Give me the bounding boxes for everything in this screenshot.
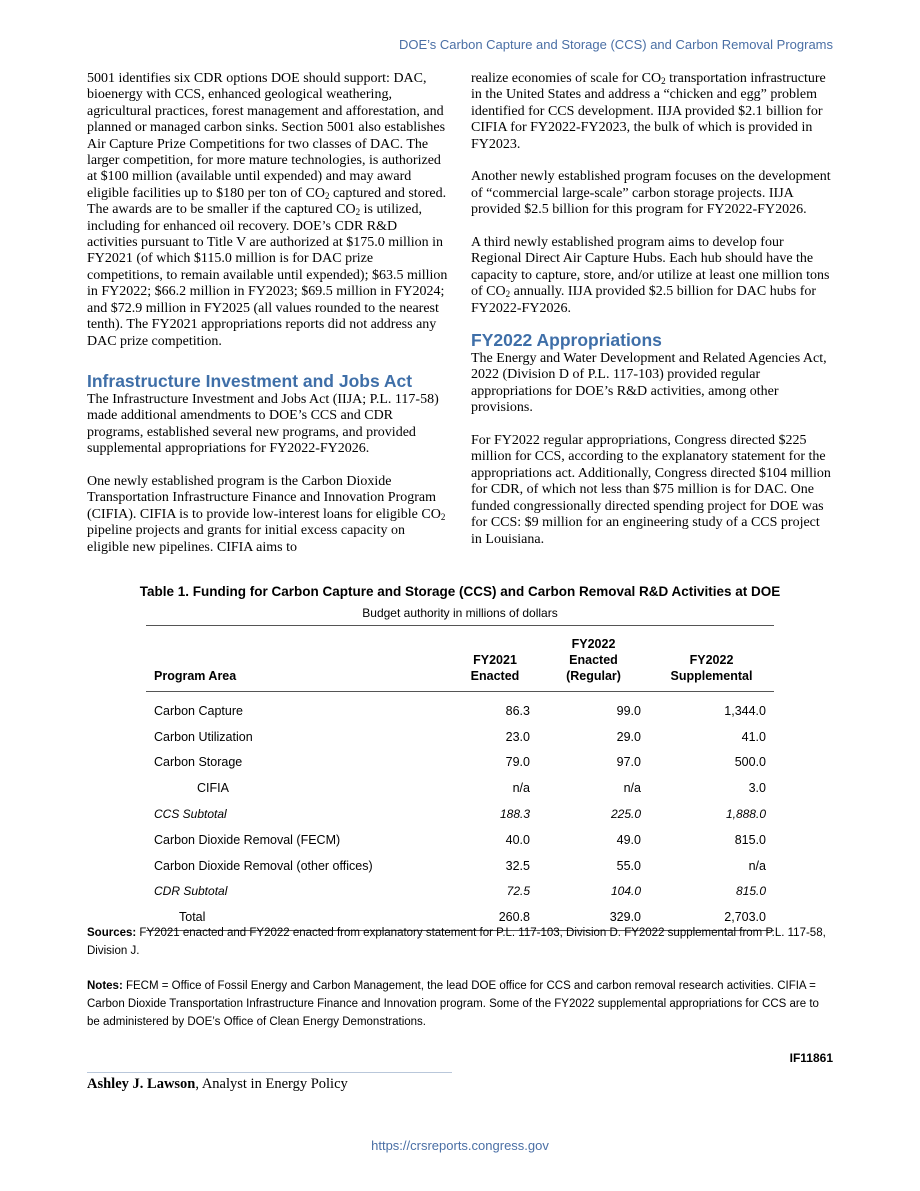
table-row <box>146 750 774 776</box>
running-header: DOE’s Carbon Capture and Storage (CCS) and Carbon Removal Programs <box>398 37 833 52</box>
cell-fy2022: 29.0 <box>616 729 641 744</box>
paragraph-cifia: One newly established program is the Carbon Dioxide Transportation Infrastructure Finance and Innovation Program (CIFIA). CIFIA is to provide low-interest loans for eligible $CO_2$ pipeline projects and grants for initial excess capacity on eligible new pipelines. CIFIA aims to <box>87 473 446 555</box>
cell-fy2021: 188.3 <box>499 807 530 822</box>
table-sources <box>87 924 832 960</box>
cell-fy2021: 79.0 <box>505 755 530 770</box>
cell-fy2021: 32.5 <box>505 858 530 873</box>
cell-supplemental: 1,344.0 <box>724 703 766 718</box>
cell-fy2021: 72.5 <box>506 884 530 899</box>
funding-table <box>146 625 774 931</box>
row-label: Carbon Dioxide Removal (other offices) <box>154 858 373 873</box>
paragraph-cdr-options: 5001 identifies six CDR options DOE should support: DAC, bioenergy with CCS, enhanced geological weathering, agricultural practices, forest management and afforestation, and planned or managed carbon sinks. Section 5001 also establishes Air Capture Prize Competitions for two classes of DAC. The larger competition, for more mature technologies, is authorized at $100 million (available until expended) and may award eligible facilities up to $180 per ton of $CO_2$ captured and stored. The awards are to be smaller if the captured $CO_2$ is utilized, including for enhanced oil recovery. DOE’s CDR R&D activities pursuant to Title V are authorized at $175.0 million in FY2021 (of which $115.0 million is for DAC prize competitions, to remain available until expended); $63.5 million in FY2022; $66.2 million in FY2023; $69.5 million in FY2024; and $72.9 million in FY2025 (all values rounded to the nearest tenth). The FY2021 appropriations reports did not address any DAC prize competition. <box>87 71 448 349</box>
section-heading-iija: Infrastructure Investment and Jobs Act <box>87 370 413 391</box>
column-header-fy2021-enacted: FY2021 Enacted <box>452 626 538 692</box>
cell-fy2022: 97.0 <box>616 755 641 770</box>
paragraph-cifia-cont: realize economies of scale for $CO_2$ transportation infrastructure in the United States and address a “chicken and egg” problem identified for CCS development. IIJA provided $2.1 billion for CIFIA for FY2022-FY2023, the bulk of which is provided in FY2023. <box>471 71 826 152</box>
row-label: Carbon Dioxide Removal (FECM) <box>154 832 341 847</box>
table-row <box>146 724 774 750</box>
notes-label: Notes: <box>87 980 123 992</box>
table-row-subtotal <box>146 801 774 827</box>
cell-fy2021: 86.3 <box>505 703 530 718</box>
table-row <box>146 853 774 879</box>
paragraph-iija-intro: The Infrastructure Investment and Jobs Act (IIJA; P.L. 117-58) made additional amendments to DOE’s CCS and CDR programs, established several new programs, and provided supplemental appropriations for FY2022-FY2026. <box>87 391 439 457</box>
author-line <box>87 1076 348 1093</box>
column-header-fy2022-supplemental: FY2022 Supplemental <box>649 626 774 692</box>
cell-fy2022: 104.0 <box>610 884 641 899</box>
cell-supplemental: n/a <box>748 858 766 873</box>
row-label: CIFIA <box>197 781 229 796</box>
author-title: , Analyst in Energy Policy <box>195 1076 348 1092</box>
paragraph-dac-hubs: A third newly established program aims to develop four Regional Direct Air Capture Hubs. Each hub should have the capacity to capture, store, and/or utilize at least one million tons of $CO_2$ annually. IIJA provided $2.5 billion for DAC hubs for FY2022-FY2026. <box>471 235 830 316</box>
cell-fy2022: 225.0 <box>610 807 641 822</box>
author-divider <box>87 1072 452 1073</box>
cell-supplemental: 1,888.0 <box>725 807 766 822</box>
left-column <box>87 71 448 556</box>
cell-fy2021: 23.0 <box>505 729 530 744</box>
paragraph-carbon-storage: Another newly established program focuses on the development of “commercial large-scale” carbon storage projects. IIJA provided $2.5 billion for this program for FY2022-FY2026. <box>471 169 831 218</box>
row-label: Carbon Storage <box>154 755 243 770</box>
row-label: CCS Subtotal <box>154 807 227 822</box>
table-row <box>146 827 774 853</box>
paragraph-fy2022-regular: For FY2022 regular appropriations, Congress directed $225 million for CCS, according to the explanatory statement for the appropriations act. Additionally, Congress directed $104 million for CDR, of which not less than $75 million is for DAC. One funded congressionally directed spending project for DOE was for CCS: $9 million for an engineering study of a CCS project in Louisiana. <box>471 433 831 547</box>
cell-fy2021: 40.0 <box>505 832 530 847</box>
section-heading-fy2022-appropriations: FY2022 Appropriations <box>471 330 662 351</box>
cell-fy2022: 49.0 <box>616 832 641 847</box>
cell-supplemental: 2,703.0 <box>724 910 766 925</box>
cell-fy2021: n/a <box>512 781 530 796</box>
cell-supplemental: 815.0 <box>735 884 766 899</box>
cell-fy2021: 260.8 <box>498 910 530 925</box>
table-row <box>146 692 774 724</box>
right-column <box>471 71 832 548</box>
notes-text: FECM = Office of Fossil Energy and Carbon Management, the lead DOE office for CCS and carbon removal research activities. CIFIA = Carbon Dioxide Transportation Infrastructure Finance and Innovation program. Some of the FY2022 supplemental appropriations for CCS are to be administered by DOE’s Office of Clean Energy Demonstrations. <box>87 980 819 1028</box>
sources-label: Sources: <box>87 927 137 939</box>
cell-fy2022: 99.0 <box>616 703 641 718</box>
table-title: Table 1. Funding for Carbon Capture and Storage (CCS) and Carbon Removal R&D Activities at DOE <box>139 584 781 599</box>
row-label: Carbon Capture <box>154 703 243 718</box>
cell-supplemental: 3.0 <box>748 781 766 796</box>
table-header-row <box>146 626 774 692</box>
paragraph-energy-water-act: The Energy and Water Development and Related Agencies Act, 2022 (Division D of P.L. 117-103) provided regular appropriations for DOE’s R&D activities, among other provisions. <box>471 351 827 416</box>
row-label: Total <box>179 910 206 925</box>
column-header-fy2022-enacted: FY2022 Enacted (Regular) <box>538 626 649 692</box>
footer-link[interactable]: https://crsreports.congress.gov <box>371 1138 549 1153</box>
table-subtitle: Budget authority in millions of dollars <box>362 606 558 620</box>
table-row-subtotal <box>146 879 774 905</box>
author-name: Ashley J. Lawson <box>87 1076 196 1092</box>
cell-supplemental: 815.0 <box>734 832 766 847</box>
row-label: CDR Subtotal <box>154 884 228 899</box>
cell-fy2022: 55.0 <box>616 858 641 873</box>
sources-text: FY2021 enacted and FY2022 enacted from explanatory statement for P.L. 117-103, Division D. FY2022 supplemental from P.L. 117-58, Division J. <box>87 927 826 957</box>
cell-fy2022: n/a <box>623 781 641 796</box>
table-notes <box>87 977 832 1031</box>
cell-fy2022: 329.0 <box>609 910 641 925</box>
table-row <box>146 775 774 801</box>
row-label: Carbon Utilization <box>154 729 253 744</box>
column-header-program-area: Program Area <box>146 626 452 692</box>
cell-supplemental: 41.0 <box>741 729 766 744</box>
cell-supplemental: 500.0 <box>734 755 766 770</box>
product-code: IF11861 <box>789 1051 833 1065</box>
